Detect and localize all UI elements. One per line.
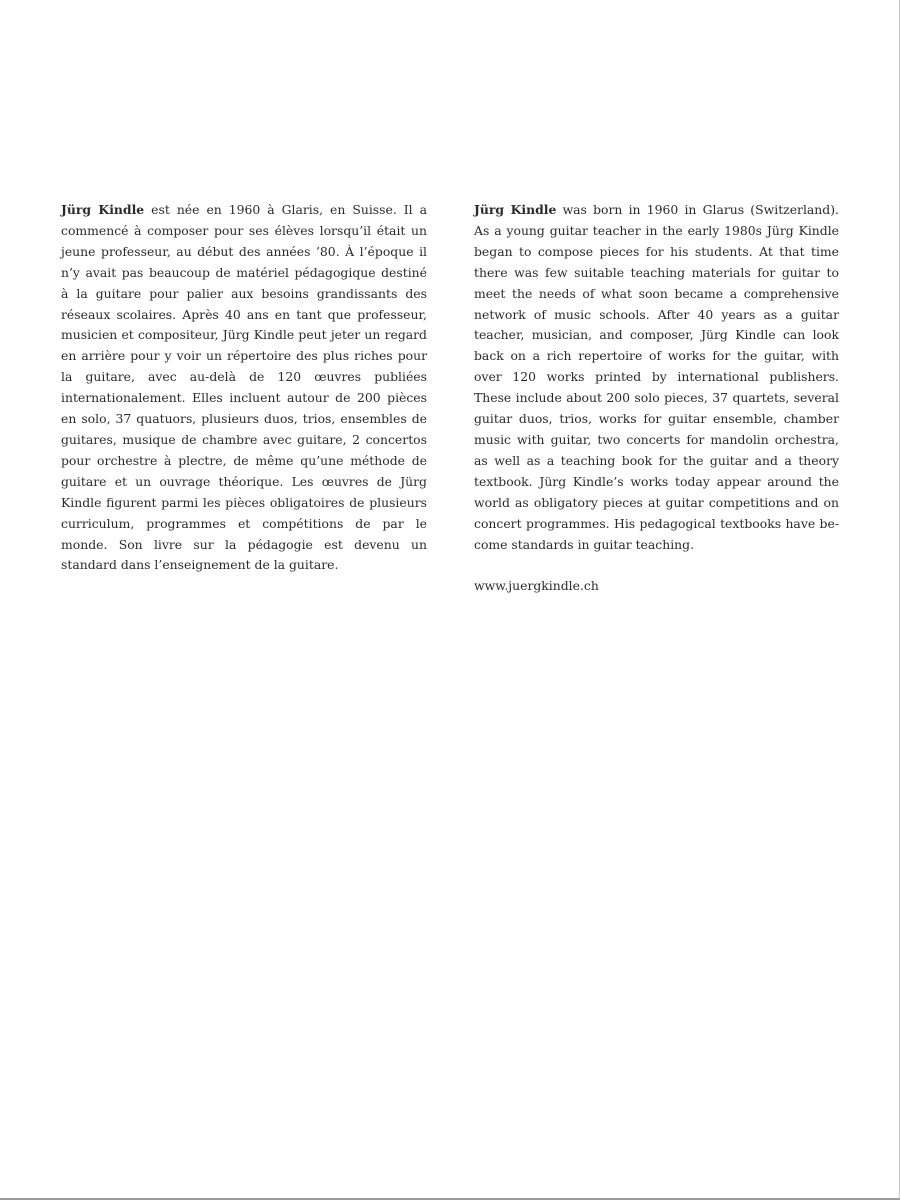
french-biography-paragraph	[61, 200, 427, 576]
french-biography-column	[61, 200, 427, 576]
website-link: www.juergkindle.ch	[474, 578, 599, 594]
english-composer-name: Jürg Kindle	[474, 202, 557, 217]
french-biography-text: est née en 1960 à Glaris, en Suisse. Il a commencé à composer pour ses élèves lorsqu’il était un jeune professeur, au début des années ’80. À l’époque il n’y avait pas beaucoup de matériel pédagogique destiné à la guitare pour palier aux besoins grandissants des réseaux scolaires. Après 40 ans en tant que professeur, musicien et compositeur, Jürg Kindle peut jeter un regard en arrière pour y voir un répertoire des plus riches pour la guitare, avec au-delà de 120 œuvres publiées internationalement. Elles incluent autour de 200 pièces en solo, 37 quatuors, plusieurs duos, trios, ensembles de guitares, musique de chambre avec guitare, 2 concertos pour orchestre à plectre, de même qu’une méthode de guitare et un ouvrage théorique. Les œuvres de Jürg Kindle figurent parmi les pièces obligatoires de plusieurs curriculum, programmes et compétitions de par le monde. Son livre sur la pédagogie est devenu un standard dans l’enseignement de la guitare.	[61, 202, 427, 573]
french-composer-name: Jürg Kindle	[61, 202, 145, 217]
english-biography-column	[474, 200, 839, 597]
english-biography-paragraph	[474, 200, 839, 555]
english-biography-text: was born in 1960 in Glarus (Switzerland). As a young guitar teacher in the early 1980s Jürg Kindle began to compose pieces for his students. At that time there was few suitable teaching materials for guitar to meet the needs of what soon became a comprehensive network of music schools. After 40 years as a guitar teacher, musician, and composer, Jürg Kindle can look back on a rich repertoire of works for the guitar, with over 120 works printed by international publishers. These include about 200 solo pieces, 37 quartets, several guitar duos, trios, works for guitar ensemble, chamber music with guitar, two concerts for mandolin orchestra, as well as a teaching book for the guitar and a theory textbook. Jürg Kindle’s works today appear around the world as obligatory pieces at guitar competitions and on concert programmes. His pedagogical textbooks have become standards in guitar teaching.	[474, 202, 839, 552]
